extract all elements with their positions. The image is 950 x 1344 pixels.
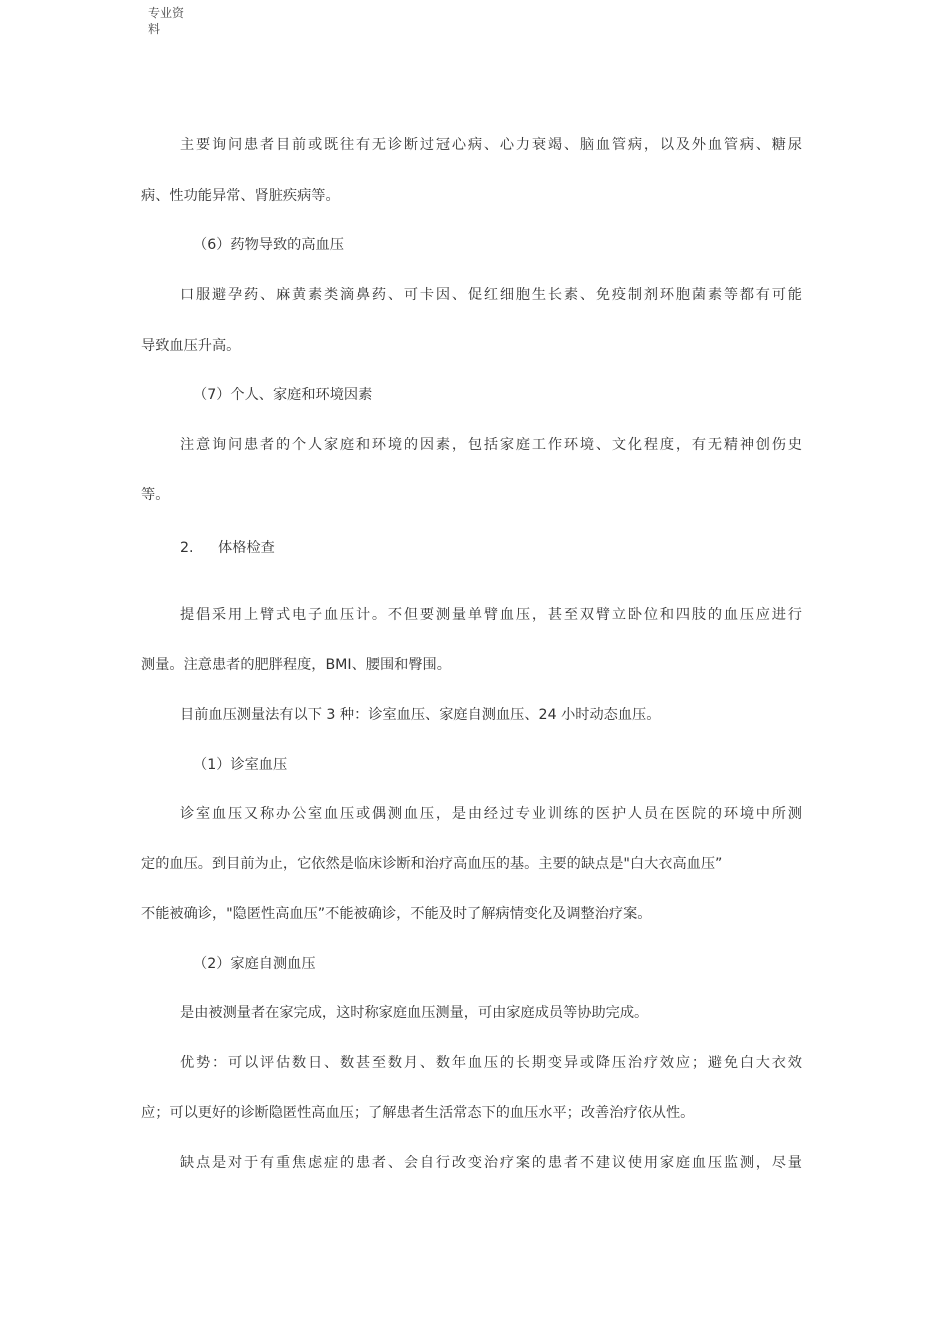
paragraph-home-bp: 是由被测量者在家完成，这时称家庭血压测量，可由家庭成员等协助完成。 bbox=[180, 1005, 649, 1021]
paragraph-measure-line-2: 测量。注意患者的肥胖程度，BMI、腰围和臀围。 bbox=[141, 657, 451, 673]
section-heading-physical-exam bbox=[180, 539, 275, 557]
header-line-2: 料 bbox=[148, 22, 161, 36]
paragraph-methods: 目前血压测量法有以下 3 种：诊室血压、家庭自测血压、24 小时动态血压。 bbox=[180, 707, 661, 723]
paragraph-measure-line-1: 提倡采用上臂式电子血压计。不但要测量单臂血压，甚至双臂立卧位和四肢的血压应进行 bbox=[180, 607, 802, 623]
page-header bbox=[148, 5, 208, 37]
header-line-1: 专业资 bbox=[148, 6, 185, 20]
paragraph-office-line-2: 定的血压。到目前为止，它依然是临床诊断和治疗高血压的基。主要的缺点是"白大衣高血压” bbox=[141, 856, 723, 872]
subheading-office-bp: （1）诊室血压 bbox=[193, 757, 288, 773]
paragraph-office-line-1: 诊室血压又称办公室血压或偶测血压，是由经过专业训练的医护人员在医院的环境中所测 bbox=[180, 806, 802, 822]
paragraph-personal-line-1: 注意询问患者的个人家庭和环境的因素，包括家庭工作环境、文化程度，有无精神创伤史 bbox=[180, 437, 802, 453]
paragraph-drugs-line-2: 导致血压升高。 bbox=[141, 338, 241, 354]
paragraph-office-line-3: 不能被确诊，"隐匿性高血压”不能被确诊，不能及时了解病情变化及调整治疗案。 bbox=[141, 906, 652, 922]
subheading-home-bp: （2）家庭自测血压 bbox=[193, 956, 316, 972]
paragraph-history-line-2: 病、性功能异常、肾脏疾病等。 bbox=[141, 188, 340, 204]
paragraph-history-line-1: 主要询问患者目前或既往有无诊断过冠心病、心力衰竭、脑血管病，以及外血管病、糖尿 bbox=[180, 137, 802, 153]
paragraph-advantages-line-2: 应；可以更好的诊断隐匿性高血压；了解患者生活常态下的血压水平；改善治疗依从性。 bbox=[141, 1105, 695, 1121]
subheading-drug-induced: （6）药物导致的高血压 bbox=[193, 237, 344, 253]
paragraph-advantages-line-1: 优势：可以评估数日、数甚至数月、数年血压的长期变异或降压治疗效应；避免白大衣效 bbox=[180, 1055, 802, 1071]
paragraph-disadvantages-line-1: 缺点是对于有重焦虑症的患者、会自行改变治疗案的患者不建议使用家庭血压监测，尽量 bbox=[180, 1155, 802, 1171]
paragraph-personal-line-2: 等。 bbox=[141, 487, 170, 503]
paragraph-drugs-line-1: 口服避孕药、麻黄素类滴鼻药、可卡因、促红细胞生长素、免疫制剂环胞菌素等都有可能 bbox=[180, 287, 802, 303]
subheading-personal-factors: （7）个人、家庭和环境因素 bbox=[193, 387, 373, 403]
section-title: 体格检查 bbox=[218, 540, 275, 556]
section-number: 2. bbox=[180, 540, 194, 556]
